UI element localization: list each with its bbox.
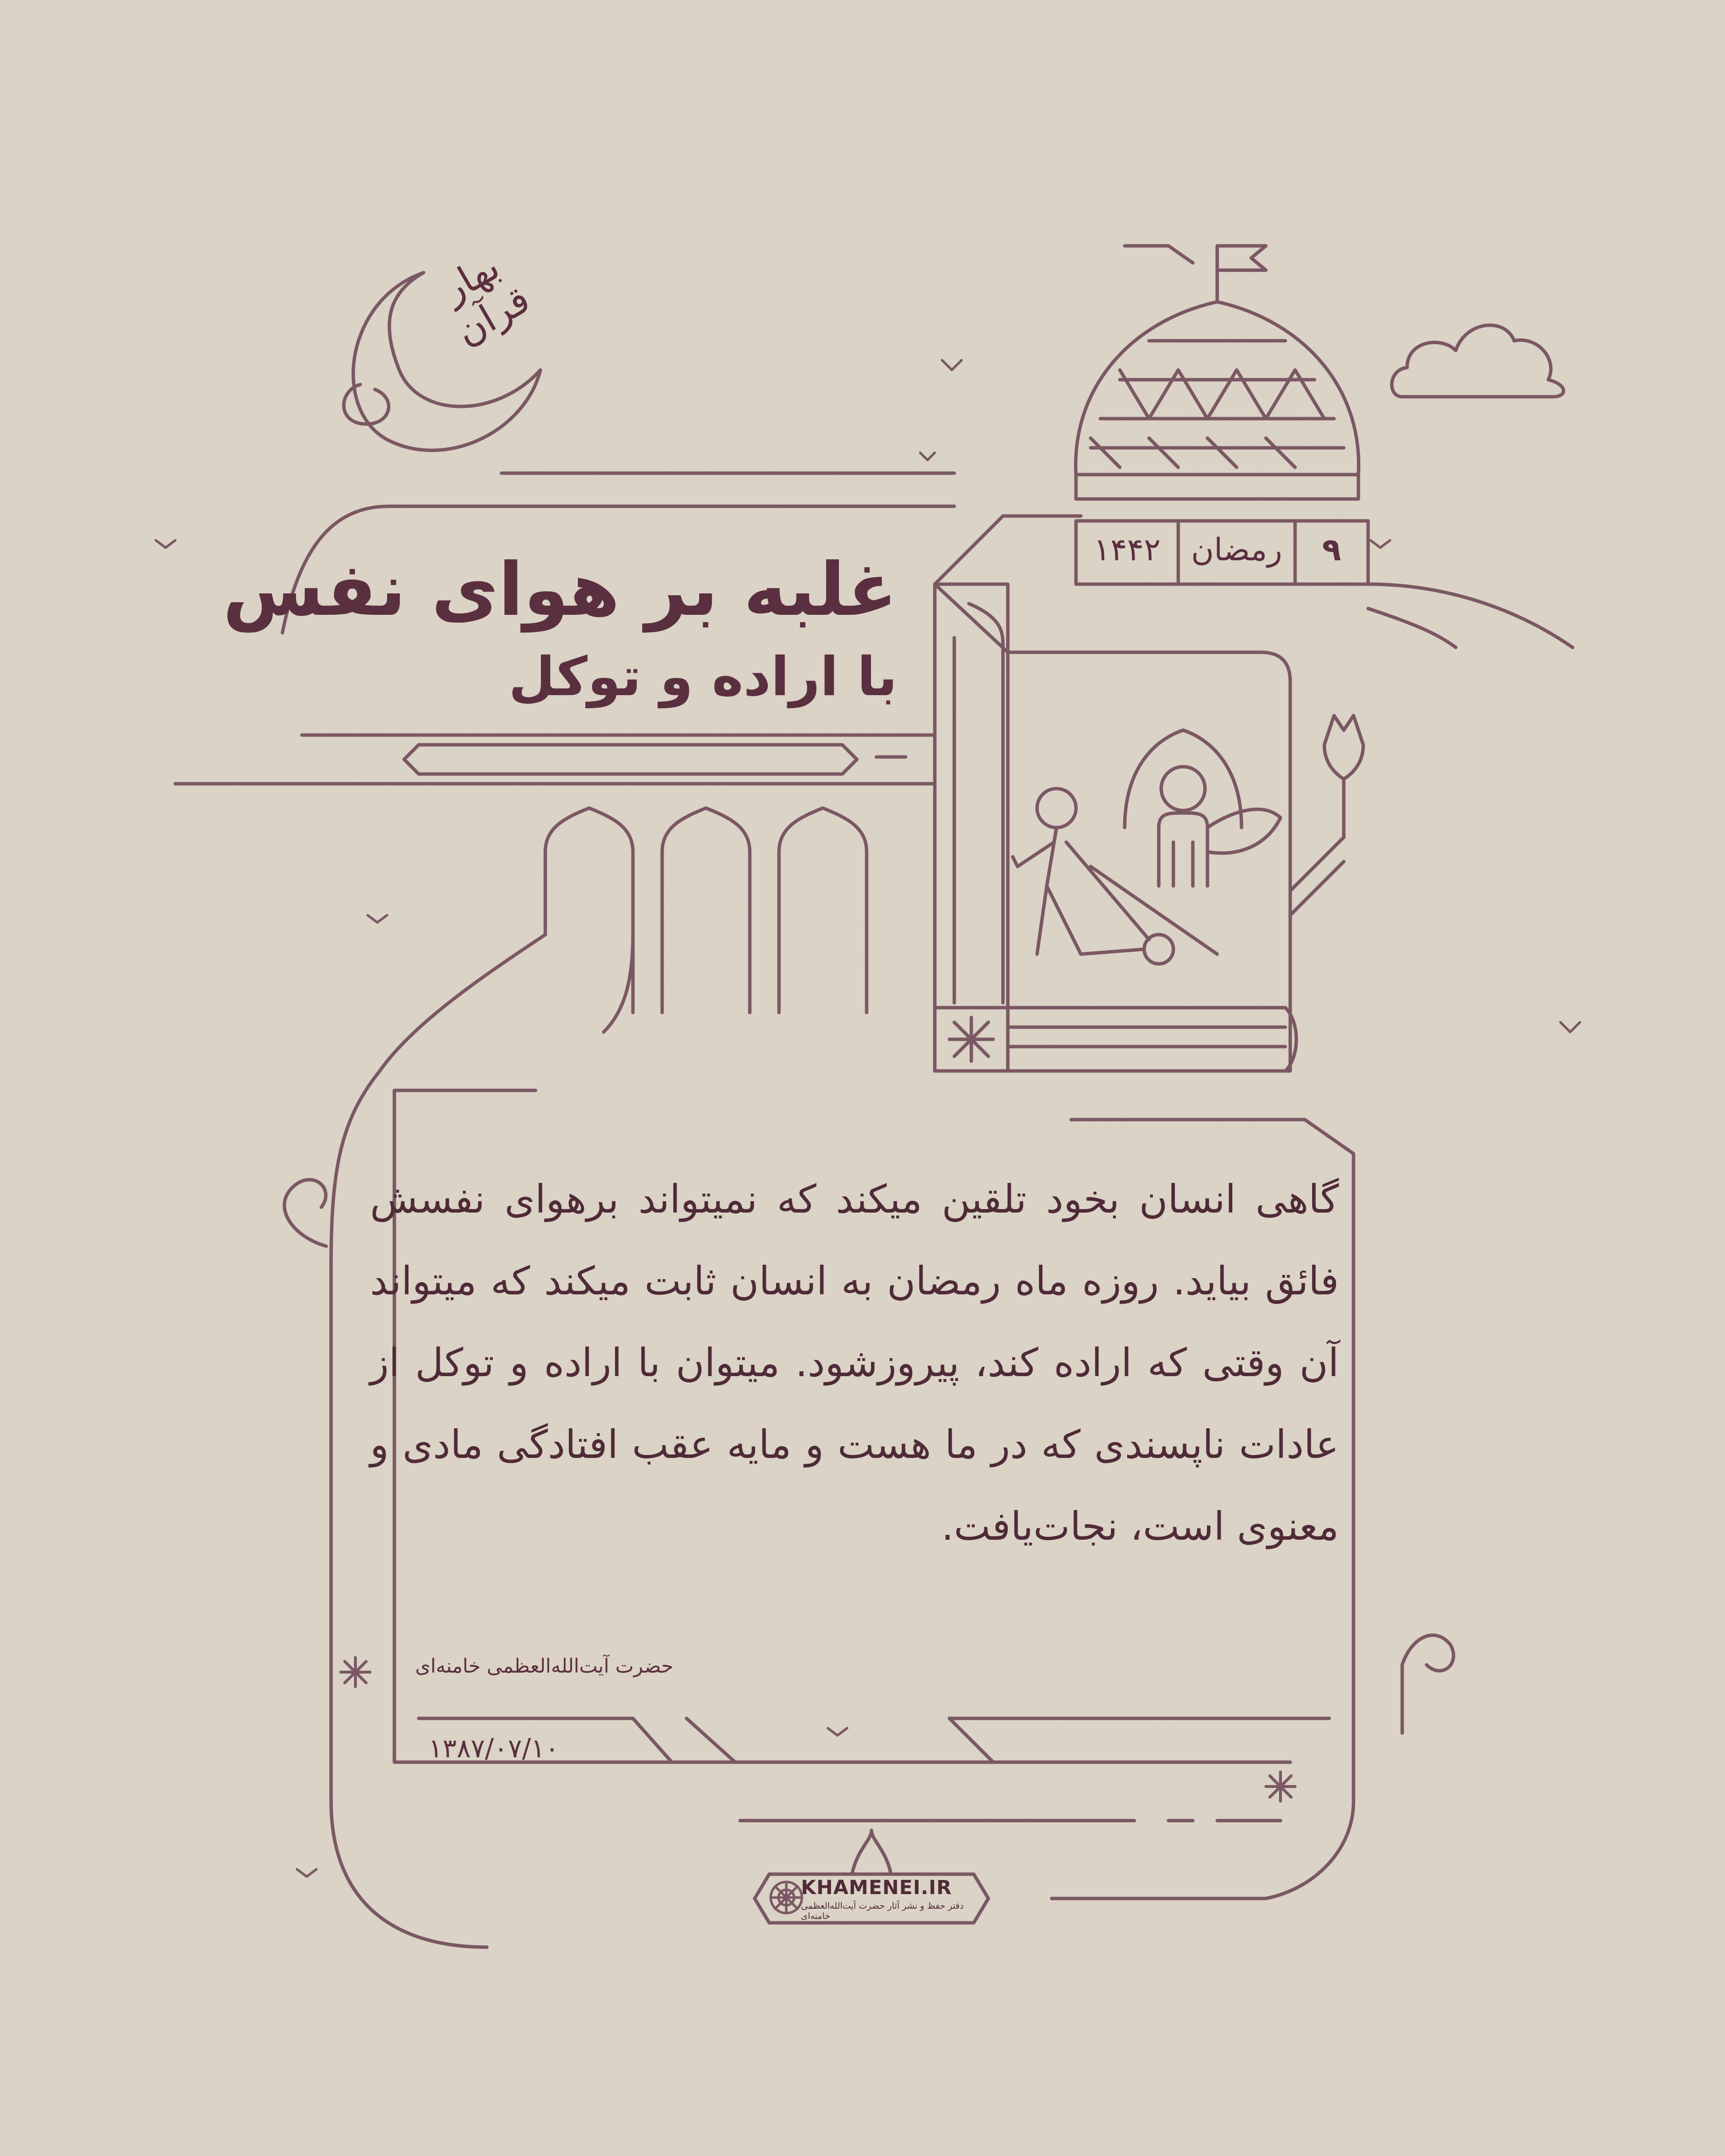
dome-icon — [1076, 246, 1358, 499]
footer-logo-subtext: دفتر حفظ و نشر آثار حضرت آیت‌الله‌العظمی خامنه‌ای — [801, 1901, 964, 1921]
tulip-icon — [1290, 716, 1363, 915]
footer-logo-text: KHAMENEI.IR — [801, 1877, 952, 1899]
khamenei-logo-icon — [771, 1882, 802, 1913]
quote-date: ۱۳۸۷/۰۷/۱۰ — [428, 1733, 559, 1764]
book-icon — [935, 516, 1297, 1071]
figures-illustration — [1013, 730, 1280, 964]
date-month: رمضان — [1191, 532, 1282, 568]
series-logo-text: بهار قرآن — [435, 244, 538, 354]
date-year: ۱۴۴۲ — [1094, 532, 1161, 568]
cloud-icon — [1392, 325, 1564, 397]
date-day: ۹ — [1322, 532, 1341, 568]
page-title: غلبه بر هوای نفس — [223, 548, 897, 632]
arches-illustration — [545, 808, 867, 1032]
page-subtitle: با اراده و توکل — [508, 645, 897, 708]
quote-text: گاهی انسان بخود تلقین میکند که نمیتواند برهوای نفسش فائق بیاید. روزه ماه رمضان به انسان ثابت میکند که میتواند آن وقتی که اراده کند، پیروزشود. میتوان با اراده و توکل از عادات ناپسندی که در ما هست و مایه عقب افتادگی مادی و معنوی است، نجات‌یافت. — [370, 1177, 1339, 1549]
quote-author: حضرت آیت‌الله‌العظمی خامنه‌ای — [415, 1655, 673, 1677]
star-ornament-icon — [341, 1658, 1295, 1801]
